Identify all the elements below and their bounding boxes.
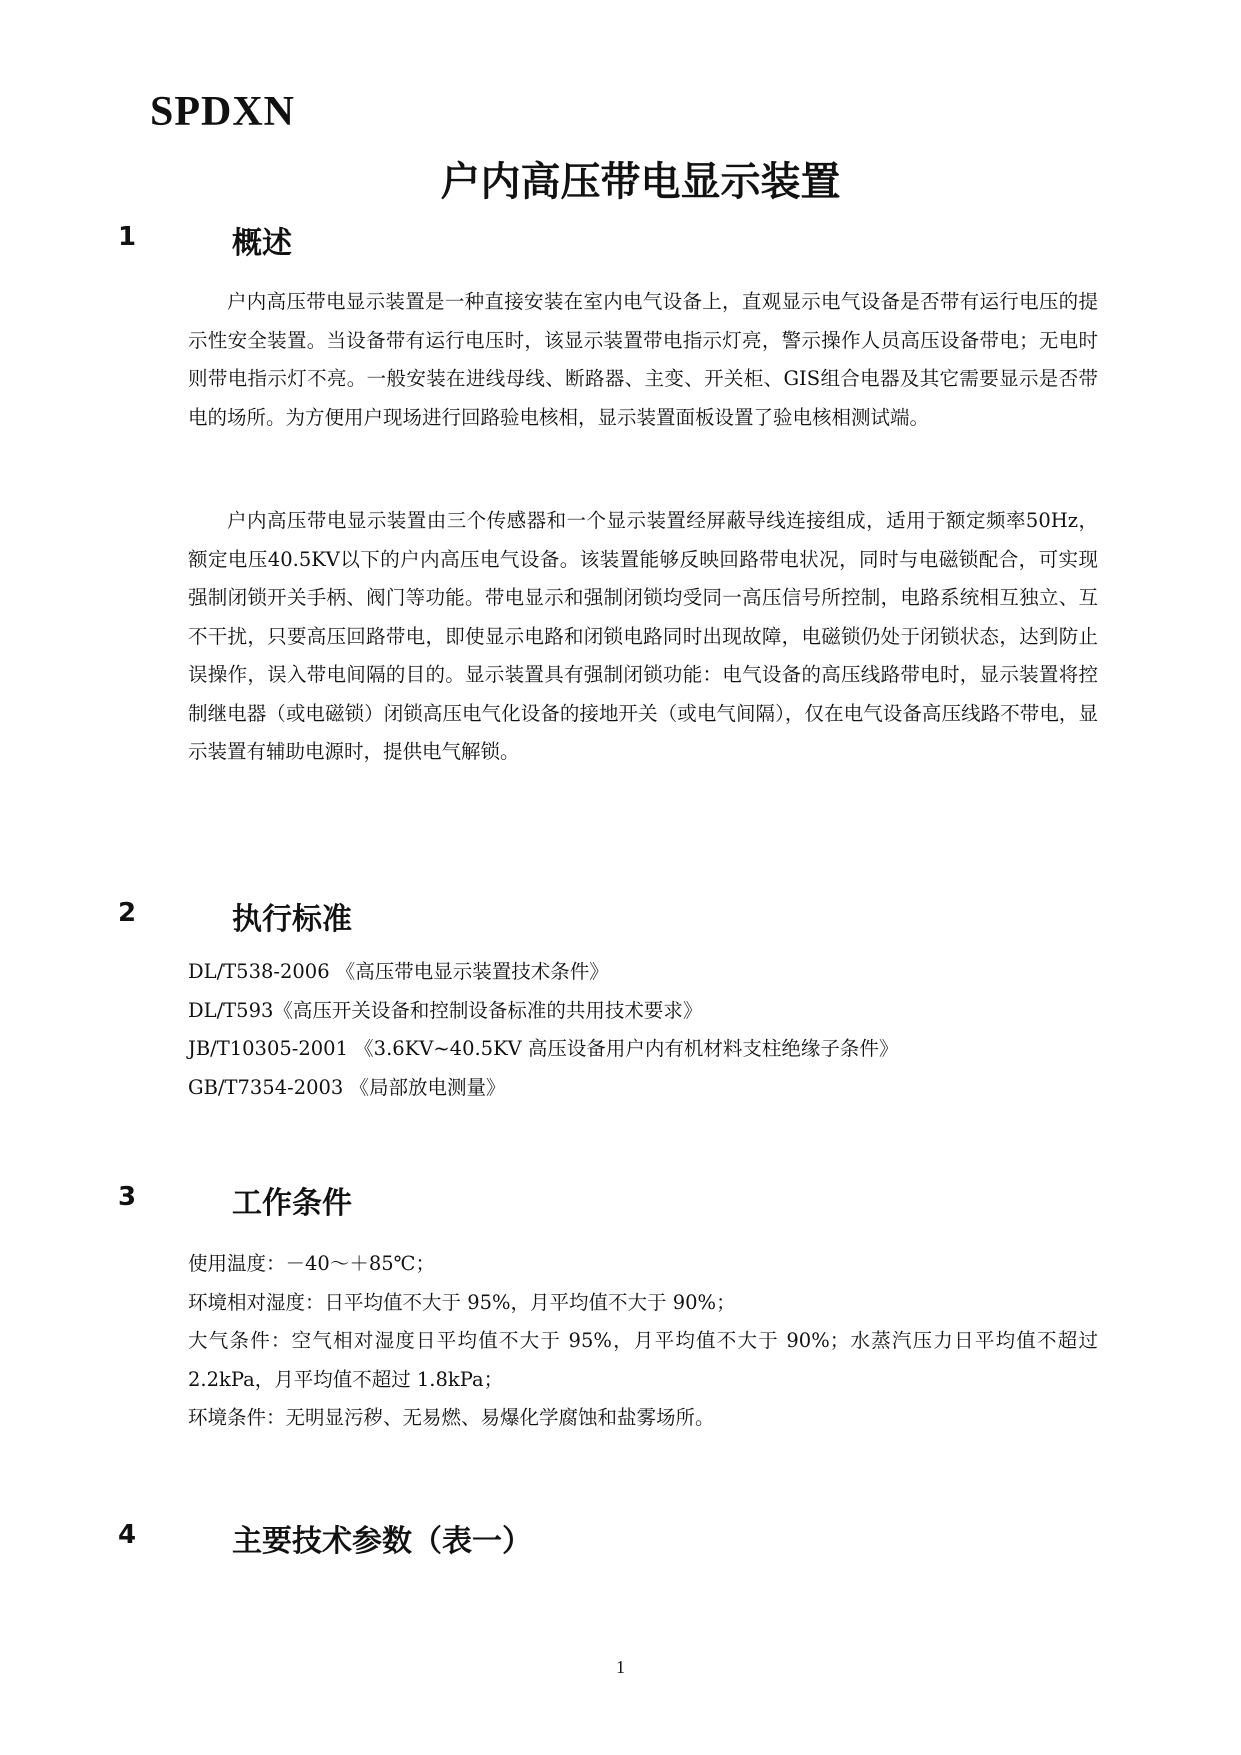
section-title: 概述 (232, 226, 292, 261)
section-number: 4 (118, 1520, 137, 1550)
paragraph: 户内高压带电显示装置是一种直接安装在室内电气设备上，直观显示电气设备是否带有运行电压的提示性安全装置。当设备带有运行电压时，该显示装置带电指示灯亮，警示操作人员高压设备带电；无电时则带电指示灯不亮。一般安装在进线母线、断路器、主变、开关柜、GIS组合电器及其它需要显示是否带电的场所。为方便用户现场进行回路验电核相，显示装置面板设置了验电核相测试端。 (188, 290, 1098, 429)
section-number: 3 (118, 1182, 137, 1212)
document-code: SPDXN (150, 89, 296, 135)
list-item: 使用温度：－40～＋85℃； (188, 1252, 435, 1275)
list-item: DL/T538-2006 《高压带电显示装置技术条件》 (188, 960, 609, 983)
page-number: 1 (616, 1657, 625, 1677)
section-title: 工作条件 (232, 1186, 352, 1221)
list-item: 环境相对湿度：日平均值不大于 95%，月平均值不大于 90%； (188, 1290, 736, 1314)
list-item: 环境条件：无明显污秽、无易燃、易爆化学腐蚀和盐雾场所。 (188, 1406, 715, 1429)
paragraph: 户内高压带电显示装置由三个传感器和一个显示装置经屏蔽导线连接组成，适用于额定频率50Hz，额定电压40.5KV以下的户内高压电气设备。该装置能够反映回路带电状况，同时与电磁锁配合，可实现强制闭锁开关手柄、阀门等功能。带电显示和强制闭锁均受同一高压信号所控制，电路系统相互独立、互不干扰，只要高压回路带电，即使显示电路和闭锁电路同时出现故障，电磁锁仍处于闭锁状态，达到防止误操作，误入带电间隔的目的。显示装置具有强制闭锁功能：电气设备的高压线路带电时，显示装置将控制继电器（或电磁锁）闭锁高压电气化设备的接地开关（或电气间隔），仅在电气设备高压线路不带电，显示装置有辅助电源时，提供电气解锁。 (188, 509, 1098, 763)
document-title: 户内高压带电显示装置 (440, 159, 841, 205)
section-title: 主要技术参数（表一） (232, 1524, 532, 1559)
conditions-list (188, 1245, 1098, 1438)
section-number: 2 (118, 898, 137, 928)
list-item: GB/T7354-2003 《局部放电测量》 (188, 1075, 506, 1099)
section-title: 执行标准 (232, 902, 352, 937)
list-item: JB/T10305-2001 《3.6KV~40.5KV 高压设备用户内有机材料支柱绝缘子条件》 (188, 1037, 899, 1060)
standards-list (188, 953, 1098, 1107)
list-item: 大气条件：空气相对湿度日平均值不大于 95%，月平均值不大于 90%；水蒸汽压力日平均值不超过 2.2kPa，月平均值不超过 1.8kPa； (188, 1329, 1098, 1391)
list-item: DL/T593《高压开关设备和控制设备标准的共用技术要求》 (188, 998, 703, 1022)
section-number: 1 (118, 222, 137, 252)
